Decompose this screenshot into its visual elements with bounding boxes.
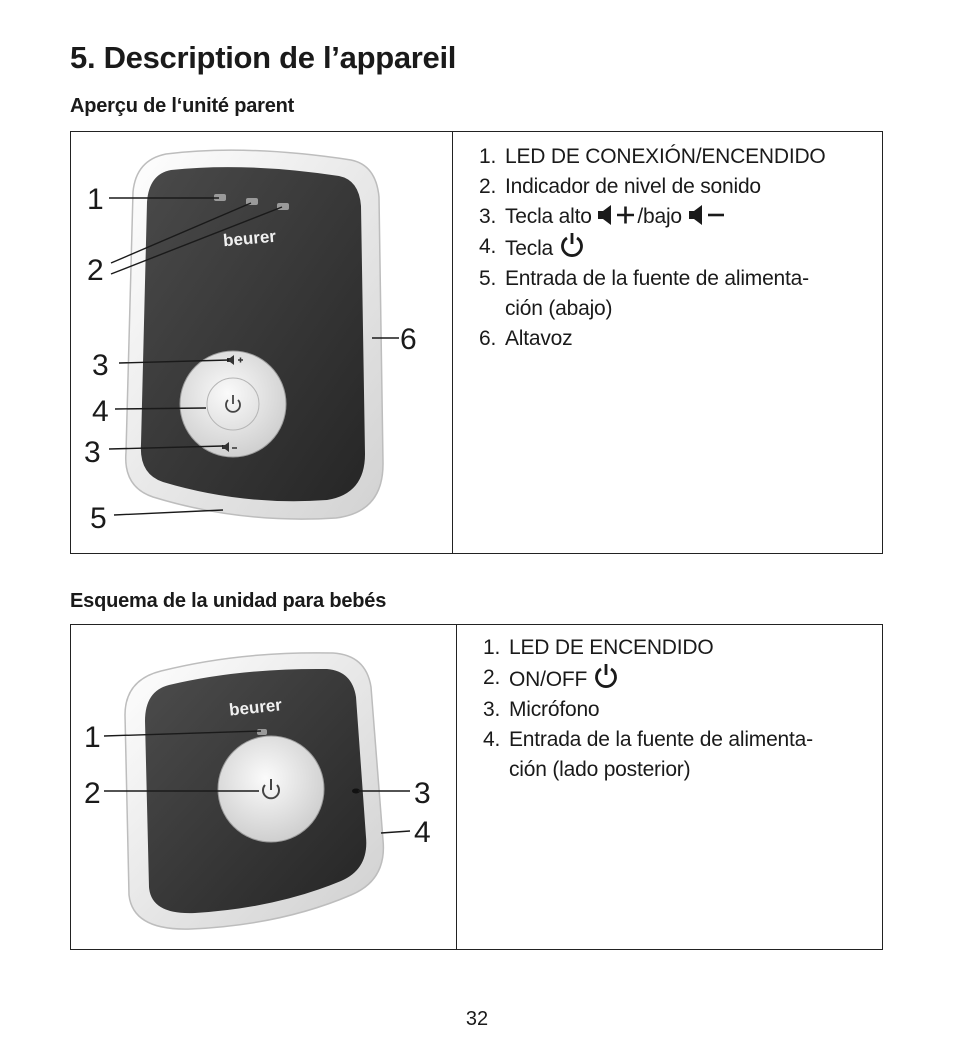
legend-item: 2. ON/OFF (483, 663, 813, 695)
parent-unit-illustration (71, 132, 452, 553)
baby-unit-illustration (71, 625, 456, 949)
legend-item: 4. Entrada de la fuente de alimenta- ción (lado posterior) (483, 728, 813, 781)
legend-item: 1. LED DE ENCENDIDO (483, 636, 714, 659)
baby-callout-3: 3 (414, 777, 431, 810)
parent-callout-1: 1 (87, 183, 104, 216)
legend-item: 6. Altavoz (479, 327, 573, 350)
baby-callout-2: 2 (84, 777, 101, 810)
power-icon (559, 232, 585, 258)
panel-divider (452, 132, 453, 553)
baby-unit-legend (483, 633, 813, 785)
panel-divider (456, 625, 457, 949)
parent-callout-2: 2 (87, 254, 104, 287)
baby-unit-heading: Esquema de la unidad para bebés (70, 590, 387, 612)
baby-brand-logo: beurer (228, 695, 283, 720)
parent-callout-5: 5 (90, 502, 107, 535)
baby-callout-4: 4 (414, 816, 431, 849)
baby-unit-panel (70, 624, 883, 950)
power-icon (593, 663, 619, 689)
baby-callout-1: 1 (84, 721, 101, 754)
parent-callout-4: 4 (92, 395, 109, 428)
legend-item: 4. Tecla (479, 232, 826, 264)
volume-up-icon (597, 204, 637, 226)
legend-item: 3. Micrófono (483, 698, 600, 721)
parent-callout-3a: 3 (92, 349, 109, 382)
legend-item: 5. Entrada de la fuente de alimenta- ción (abajo) (479, 267, 809, 320)
parent-unit-legend (479, 142, 826, 354)
parent-unit-heading: Aperçu de l‘unité parent (70, 95, 295, 117)
legend-item: 1. LED DE CONEXIÓN/ENCENDIDO (479, 145, 826, 168)
legend-item: 2. Indicador de nivel de sonido (479, 175, 761, 198)
parent-unit-panel (70, 131, 883, 554)
parent-callout-6: 6 (400, 323, 417, 356)
page-title: 5. Description de l’appareil (70, 40, 457, 75)
volume-down-icon (688, 204, 728, 226)
baby-power-led (257, 729, 267, 735)
parent-callout-3b: 3 (84, 436, 101, 469)
legend-item: 3. Tecla alto /bajo (479, 202, 826, 232)
parent-brand-logo: beurer (222, 226, 277, 251)
page-number: 32 (465, 1008, 489, 1030)
